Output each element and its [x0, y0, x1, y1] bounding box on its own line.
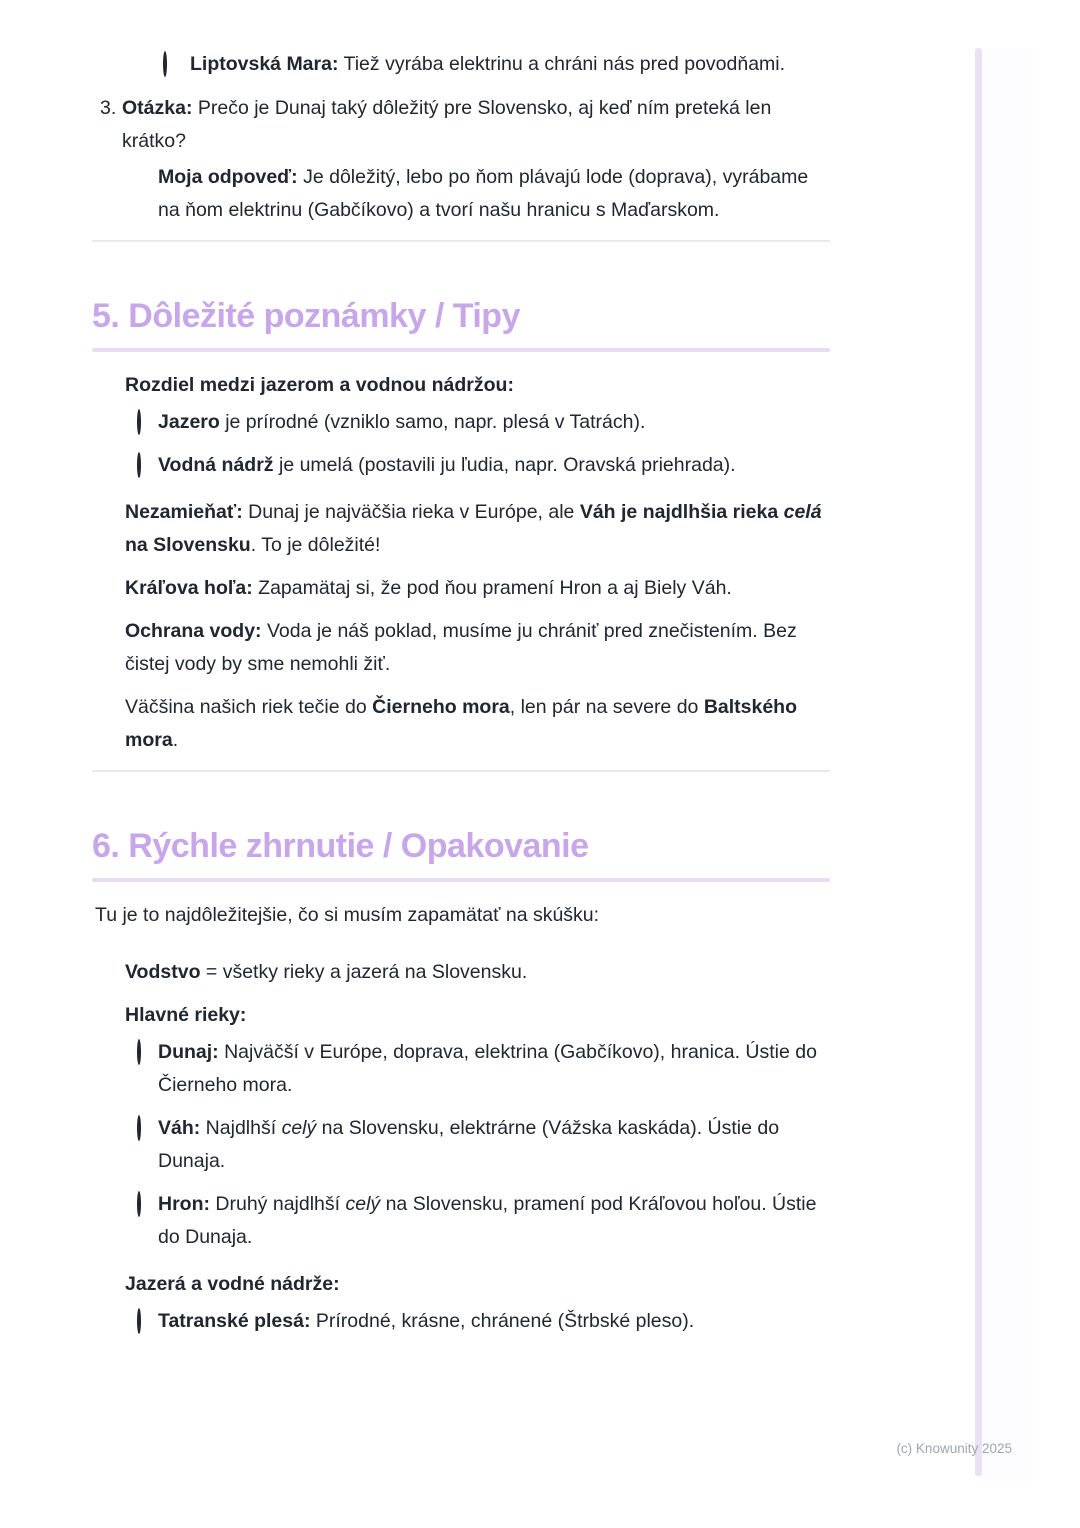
section-divider	[92, 770, 830, 772]
text-segment: Tiež vyrába elektrinu a chráni nás pred povodňami.	[338, 53, 786, 75]
section-heading: 5. Dôležité poznámky / Tipy	[92, 297, 520, 335]
text-segment: Voda je náš poklad, musíme ju chrániť pred znečistením. Bez čistej vody by sme nemohli žiť.	[125, 620, 797, 675]
item-text	[125, 1268, 830, 1301]
list-item	[92, 406, 830, 439]
item-text	[190, 48, 830, 81]
list-item	[92, 615, 830, 681]
bullet-circle-icon	[137, 1308, 141, 1334]
section-heading: 6. Rýchle zhrnutie / Opakovanie	[92, 827, 589, 865]
text-segment: Jazero	[158, 411, 220, 433]
item-text	[158, 1112, 830, 1178]
text-segment: Vodstvo	[125, 961, 201, 983]
item-text	[125, 615, 830, 681]
bullet-circle-icon	[137, 449, 158, 482]
item-text	[158, 1188, 830, 1254]
text-segment: Hlavné rieky:	[125, 1004, 247, 1026]
heading-underline	[92, 878, 830, 882]
list-item	[92, 48, 830, 81]
text-segment: Zapamätaj si, že pod ňou pramení Hron a aj Biely Váh.	[252, 577, 732, 599]
item-text	[158, 161, 830, 227]
bullet-circle-icon	[137, 1305, 158, 1338]
text-segment: Rozdiel medzi jazerom a vodnou nádržou:	[125, 374, 514, 396]
text-segment: = všetky rieky a jazerá na Slovensku.	[200, 961, 528, 983]
list-item	[92, 691, 830, 757]
section	[92, 294, 830, 352]
text-segment: Najväčší v Európe, doprava, elektrina (Gabčíkovo), hranica. Ústie do Čierneho mora.	[158, 1041, 817, 1096]
item-text	[125, 999, 830, 1032]
bullet-circle-icon	[137, 1039, 141, 1065]
list-item	[92, 572, 830, 605]
item-text	[158, 406, 830, 439]
bullet-circle-icon	[137, 1036, 158, 1069]
item-text	[158, 1305, 830, 1338]
item-text	[125, 691, 830, 757]
bullet-circle-icon	[137, 1191, 141, 1217]
text-segment: Väčšina našich riek tečie do	[125, 696, 373, 718]
text-segment: Je dôležitý, lebo po ňom plávajú lode (doprava), vyrábame na ňom elektrinu (Gabčíkovo) a tvorí našu hranicu s Maďarskom.	[158, 166, 809, 221]
text-segment: celá	[783, 501, 822, 523]
text-segment: Nezamieňať:	[125, 501, 243, 523]
bullet-circle-icon	[137, 409, 141, 435]
text-segment: Kráľova hoľa:	[125, 577, 253, 599]
text-segment: Hron:	[158, 1193, 210, 1215]
text-segment: .	[172, 729, 179, 751]
scrollbar-thumb[interactable]	[975, 48, 982, 1476]
text-segment: na Slovensku	[125, 534, 251, 556]
bullet-circle-icon	[137, 1188, 158, 1221]
text-segment: Tatranské plesá:	[158, 1310, 311, 1332]
text-segment: Druhý najdlhší	[210, 1193, 346, 1215]
list-item	[92, 1268, 830, 1301]
text-segment: , len pár na severe do	[509, 696, 704, 718]
bullet-circle-icon	[163, 48, 190, 81]
text-segment: Najdlhší	[200, 1117, 282, 1139]
text-segment: na Slovensku, pramení pod Kráľovou hoľou. Ústie do Dunaja.	[158, 1193, 817, 1248]
text-segment: Prírodné, krásne, chránené (Štrbské pleso).	[310, 1310, 695, 1332]
list-item	[92, 449, 830, 482]
list-item	[92, 999, 830, 1032]
text-segment: Otázka:	[122, 97, 193, 119]
text-segment: je umelá (postavili ju ľudia, napr. Oravská priehrada).	[273, 454, 736, 476]
list-item	[92, 496, 830, 562]
text-segment: Vodná nádrž	[158, 454, 274, 476]
list-item	[92, 1305, 830, 1338]
text-segment: Liptovská Mara:	[190, 53, 339, 75]
bullet-circle-icon	[163, 51, 167, 77]
item-text	[125, 572, 830, 605]
list-item	[92, 1188, 830, 1254]
item-text	[158, 1036, 830, 1102]
item-text	[122, 92, 830, 158]
notes-document	[92, 48, 830, 1348]
bullet-circle-icon	[137, 1112, 158, 1145]
scrollbar-track	[975, 48, 1033, 1485]
list-number-label: 3.	[100, 97, 117, 119]
text-segment: Dunaj:	[158, 1041, 219, 1063]
list-item	[92, 1036, 830, 1102]
text-segment: Moja odpoveď:	[158, 166, 298, 188]
section	[92, 824, 830, 882]
list-item	[92, 1112, 830, 1178]
text-segment: Baltského mora	[125, 696, 798, 751]
footer-copyright: (c) Knowunity 2025	[896, 1441, 1012, 1456]
text-segment: na Slovensku, elektrárne (Vážska kaskáda). Ústie do Dunaja.	[158, 1117, 780, 1172]
list-item	[92, 956, 830, 989]
text-segment: Dunaj je najväčšia rieka v Európe, ale	[242, 501, 580, 523]
list-item	[92, 161, 830, 227]
item-text	[125, 496, 830, 562]
bullet-circle-icon	[137, 1115, 141, 1141]
text-segment: Čierneho mora	[372, 696, 510, 718]
text-segment: . To je dôležité!	[250, 534, 381, 556]
text-segment: je prírodné (vzniklo samo, napr. plesá v Tatrách).	[219, 411, 646, 433]
item-text	[125, 956, 830, 989]
text-segment: celý	[345, 1193, 381, 1215]
item-text	[125, 369, 830, 402]
numbered-item	[92, 92, 830, 158]
text-segment: celý	[281, 1117, 317, 1139]
heading-underline	[92, 348, 830, 352]
text-segment: Prečo je Dunaj taký dôležitý pre Slovensko, aj keď ním preteká len krátko?	[122, 97, 772, 152]
list-item	[92, 369, 830, 402]
text-segment: Váh:	[158, 1117, 201, 1139]
text-segment: Ochrana vody:	[125, 620, 262, 642]
section-divider	[92, 240, 830, 242]
text-segment: Váh je najdlhšia rieka	[579, 501, 784, 523]
bullet-circle-icon	[137, 406, 158, 439]
text-segment: Tu je to najdôležitejšie, čo si musím zapamätať na skúšku:	[95, 904, 600, 926]
item-text	[158, 449, 830, 482]
bullet-circle-icon	[137, 452, 141, 478]
text-segment: Jazerá a vodné nádrže:	[125, 1273, 340, 1295]
paragraph	[92, 899, 830, 932]
